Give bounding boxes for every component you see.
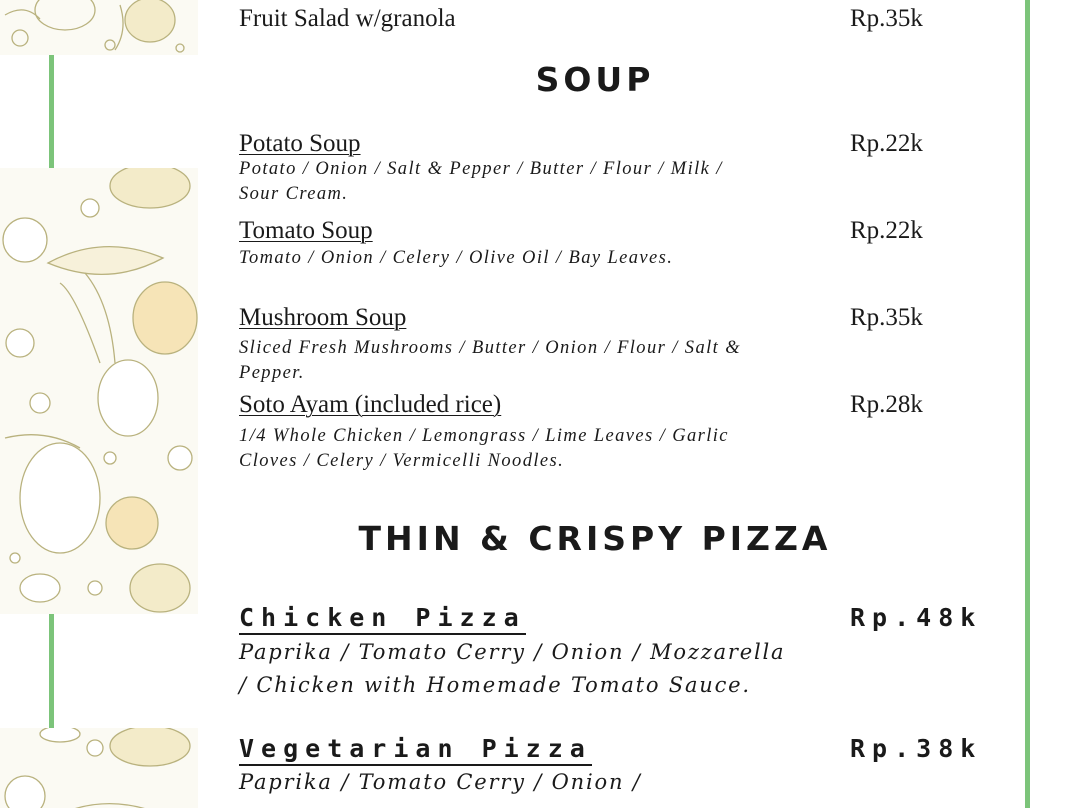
- menu-item-description: Sliced Fresh Mushrooms / Butter / Onion / Flour / Salt & Pepper.: [239, 338, 741, 383]
- section-title-soup: SOUP: [535, 60, 655, 99]
- menu-item-price: Rp.35k: [850, 304, 923, 331]
- green-accent-bar-left-lower: [49, 614, 54, 728]
- vegetable-pattern-middle: [0, 168, 198, 614]
- menu-item-price: Rp.22k: [850, 130, 923, 157]
- menu-item-name: Potato Soup: [239, 130, 361, 157]
- vegetable-pattern-bottom: [0, 728, 198, 808]
- section-title-pizza: THIN & CRISPY PIZZA: [358, 519, 832, 558]
- menu-item-name: Chicken Pizza: [239, 603, 526, 635]
- menu-item-price: Rp.48k: [850, 603, 983, 632]
- menu-item-name: Vegetarian Pizza: [239, 734, 592, 766]
- menu-item-name: Fruit Salad w/granola: [239, 5, 456, 32]
- menu-item-price: Rp.22k: [850, 217, 923, 244]
- menu-item-description: Paprika / Tomato Cerry / Onion / Mozzarella / Chicken with Homemade Tomato Sauce.: [239, 640, 786, 697]
- menu-item-name: Mushroom Soup: [239, 304, 407, 331]
- menu-item-description: 1/4 Whole Chicken / Lemongrass / Lime Leaves / Garlic Cloves / Celery / Vermicelli Noodles.: [239, 426, 729, 471]
- menu-item-price: Rp.35k: [850, 5, 923, 32]
- menu-item-description: Tomato / Onion / Celery / Olive Oil / Bay Leaves.: [239, 248, 674, 268]
- menu-item-price: Rp.28k: [850, 391, 923, 418]
- menu-item-price: Rp.38k: [850, 734, 983, 763]
- green-accent-bar-left-upper: [49, 55, 54, 168]
- menu-item-name: Tomato Soup: [239, 217, 373, 244]
- menu-item-description: Paprika / Tomato Cerry / Onion /: [239, 770, 642, 794]
- vegetable-pattern-top: [0, 0, 198, 55]
- menu-item-name: Soto Ayam (included rice): [239, 391, 502, 418]
- green-accent-bar-right: [1025, 0, 1030, 808]
- menu-item-description: Potato / Onion / Salt & Pepper / Butter / Flour / Milk / Sour Cream.: [239, 159, 723, 204]
